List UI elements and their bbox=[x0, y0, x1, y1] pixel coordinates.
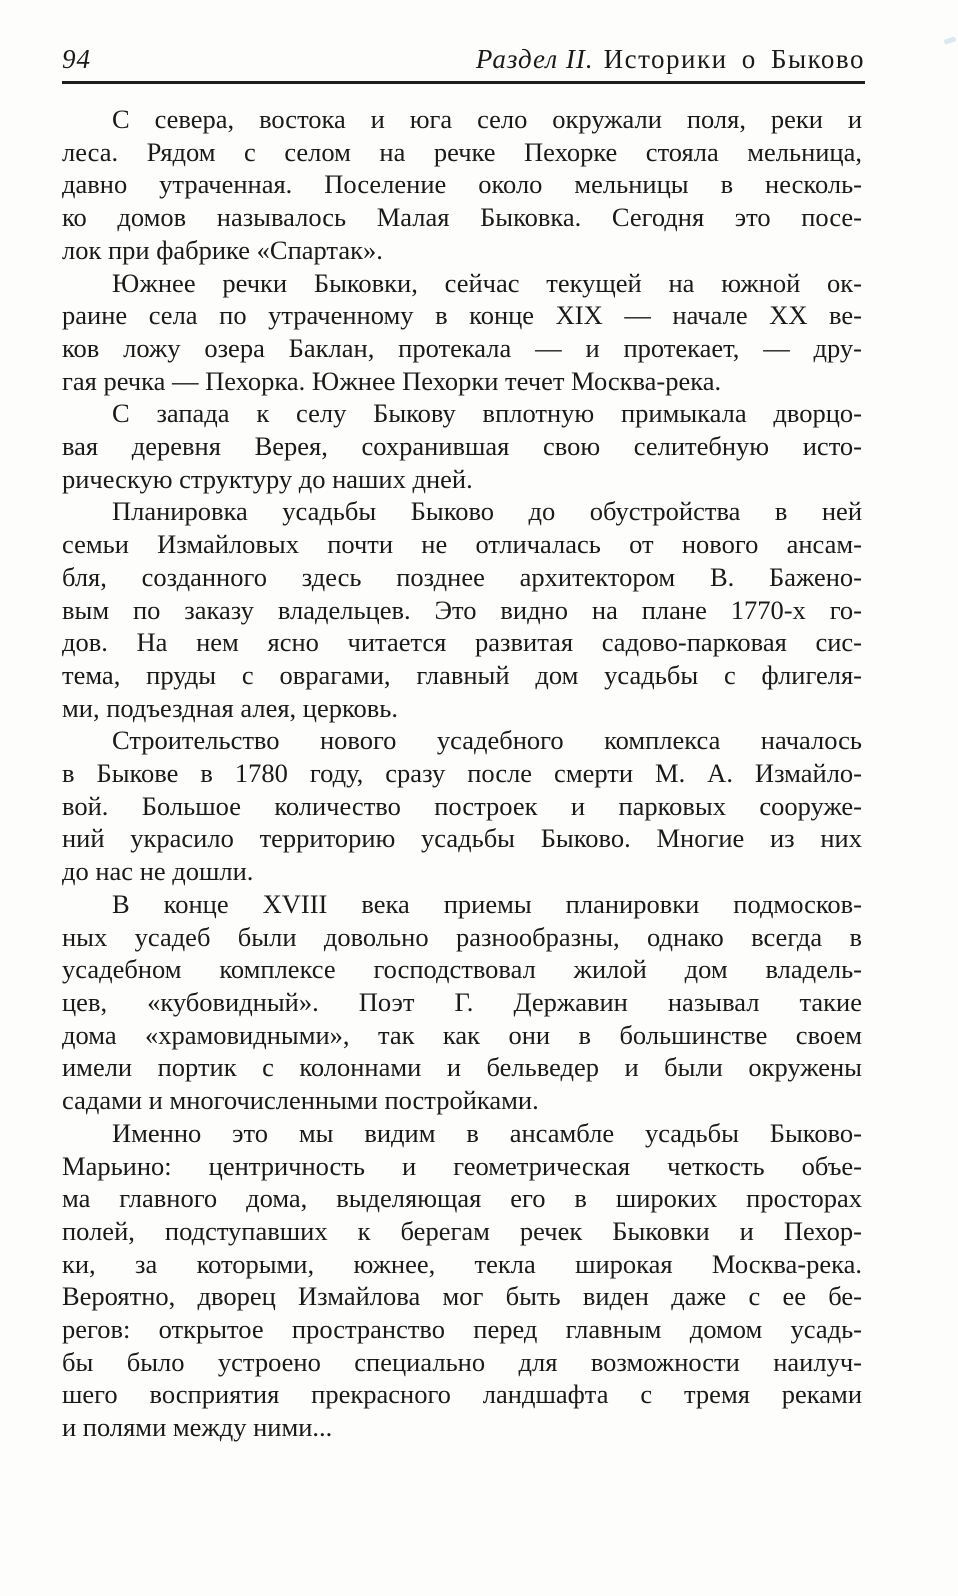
text-line: рическую структуру до наших дней. bbox=[62, 463, 473, 494]
text-line: ма главного дома, выделяющая его в широких просторах bbox=[62, 1183, 862, 1214]
text-line: дома «храмовидными», так как они в большинстве своем bbox=[62, 1019, 862, 1050]
text-line: регов: открытое пространство перед главным домом усадь- bbox=[62, 1314, 862, 1345]
text-line: вой. Большое количество построек и парковых сооруже- bbox=[62, 790, 862, 821]
text-line: С севера, востока и юга село окружали поля, реки и bbox=[112, 104, 862, 134]
header-rule bbox=[62, 81, 865, 84]
text-line: усадебном комплексе господствовал жилой дом владель- bbox=[62, 954, 862, 985]
page-header bbox=[62, 44, 865, 74]
text-line: садами и многочисленными постройками. bbox=[62, 1085, 539, 1116]
text-line: ко домов называлось Малая Быковка. Сегодня это посе- bbox=[62, 202, 862, 233]
text-line: В конце XVIII века приемы планировки подмосков- bbox=[112, 888, 862, 919]
paragraph bbox=[62, 103, 862, 267]
text-line: ми, подъездная алея, церковь. bbox=[62, 692, 398, 723]
text-line: бля, созданного здесь позднее архитектором В. Бажено- bbox=[62, 561, 862, 592]
page-body bbox=[62, 103, 862, 1444]
section-title: Историки о Быково bbox=[603, 44, 865, 74]
paragraph bbox=[62, 397, 862, 495]
page-number: 94 bbox=[62, 44, 91, 74]
running-title bbox=[476, 44, 865, 74]
text-line: С запада к селу Быкову вплотную примыкала дворцо- bbox=[112, 398, 862, 429]
text-line: давно утраченная. Поселение около мельницы в несколь- bbox=[62, 169, 862, 200]
text-line: дов. На нем ясно читается развитая садово-парковая сис- bbox=[62, 627, 862, 658]
text-line: ных усадеб были довольно разнообразны, однако всегда в bbox=[62, 921, 862, 952]
text-line: шего восприятия прекрасного ландшафта с тремя реками bbox=[62, 1379, 862, 1410]
text-line: ний украсило территорию усадьбы Быково. Многие из них bbox=[62, 823, 862, 854]
text-line: гая речка — Пехорка. Южнее Пехорки течет Москва-река. bbox=[62, 365, 722, 396]
paragraph bbox=[62, 724, 862, 888]
scan-artifact bbox=[944, 36, 957, 44]
text-line: Южнее речки Быковки, сейчас текущей на южной ок- bbox=[112, 267, 862, 298]
text-line: до нас не дошли. bbox=[62, 856, 254, 887]
text-line: вым по заказу владельцев. Это видно на плане 1770-х го- bbox=[62, 594, 862, 625]
text-line: Марьино: центричность и геометрическая четкость объе- bbox=[62, 1150, 862, 1181]
text-line: вая деревня Верея, сохранившая свою селитебную исто- bbox=[62, 431, 862, 462]
text-line: семьи Измайловых почти не отличалась от нового ансам- bbox=[62, 529, 862, 560]
text-line: цев, «кубовидный». Поэт Г. Державин называл такие bbox=[62, 986, 862, 1017]
paragraph bbox=[62, 267, 862, 398]
text-line: Вероятно, дворец Измайлова мог быть виден даже с ее бе- bbox=[62, 1281, 862, 1312]
section-label: Раздел II. bbox=[475, 44, 594, 74]
text-line: и полями между ними... bbox=[62, 1412, 333, 1443]
paragraph bbox=[62, 888, 862, 1117]
text-line: леса. Рядом с селом на речке Пехорке стояла мельница, bbox=[62, 136, 862, 167]
text-line: раине села по утраченному в конце XIX — начале XX ве- bbox=[62, 300, 862, 331]
text-line: Строительство нового усадебного комплекса началось bbox=[112, 725, 862, 756]
text-line: имели портик с колоннами и бельведер и были окружены bbox=[62, 1052, 862, 1083]
paragraph bbox=[62, 1117, 862, 1444]
text-line: в Быкове в 1780 году, сразу после смерти М. А. Измайло- bbox=[62, 758, 862, 789]
text-line: Именно это мы видим в ансамбле усадьбы Быково- bbox=[112, 1117, 862, 1148]
text-line: лок при фабрике «Спартак». bbox=[62, 234, 383, 265]
text-line: ков ложу озера Баклан, протекала — и протекает, — дру- bbox=[62, 332, 862, 363]
text-line: бы было устроено специально для возможности наилуч- bbox=[62, 1346, 862, 1377]
text-line: полей, подступавших к берегам речек Быковки и Пехор- bbox=[62, 1215, 862, 1246]
text-line: ки, за которыми, южнее, текла широкая Москва-река. bbox=[62, 1248, 862, 1279]
text-line: Планировка усадьбы Быково до обустройства в ней bbox=[112, 496, 862, 527]
text-line: тема, пруды с оврагами, главный дом усадьбы с флигеля- bbox=[62, 659, 862, 690]
paragraph bbox=[62, 495, 862, 724]
